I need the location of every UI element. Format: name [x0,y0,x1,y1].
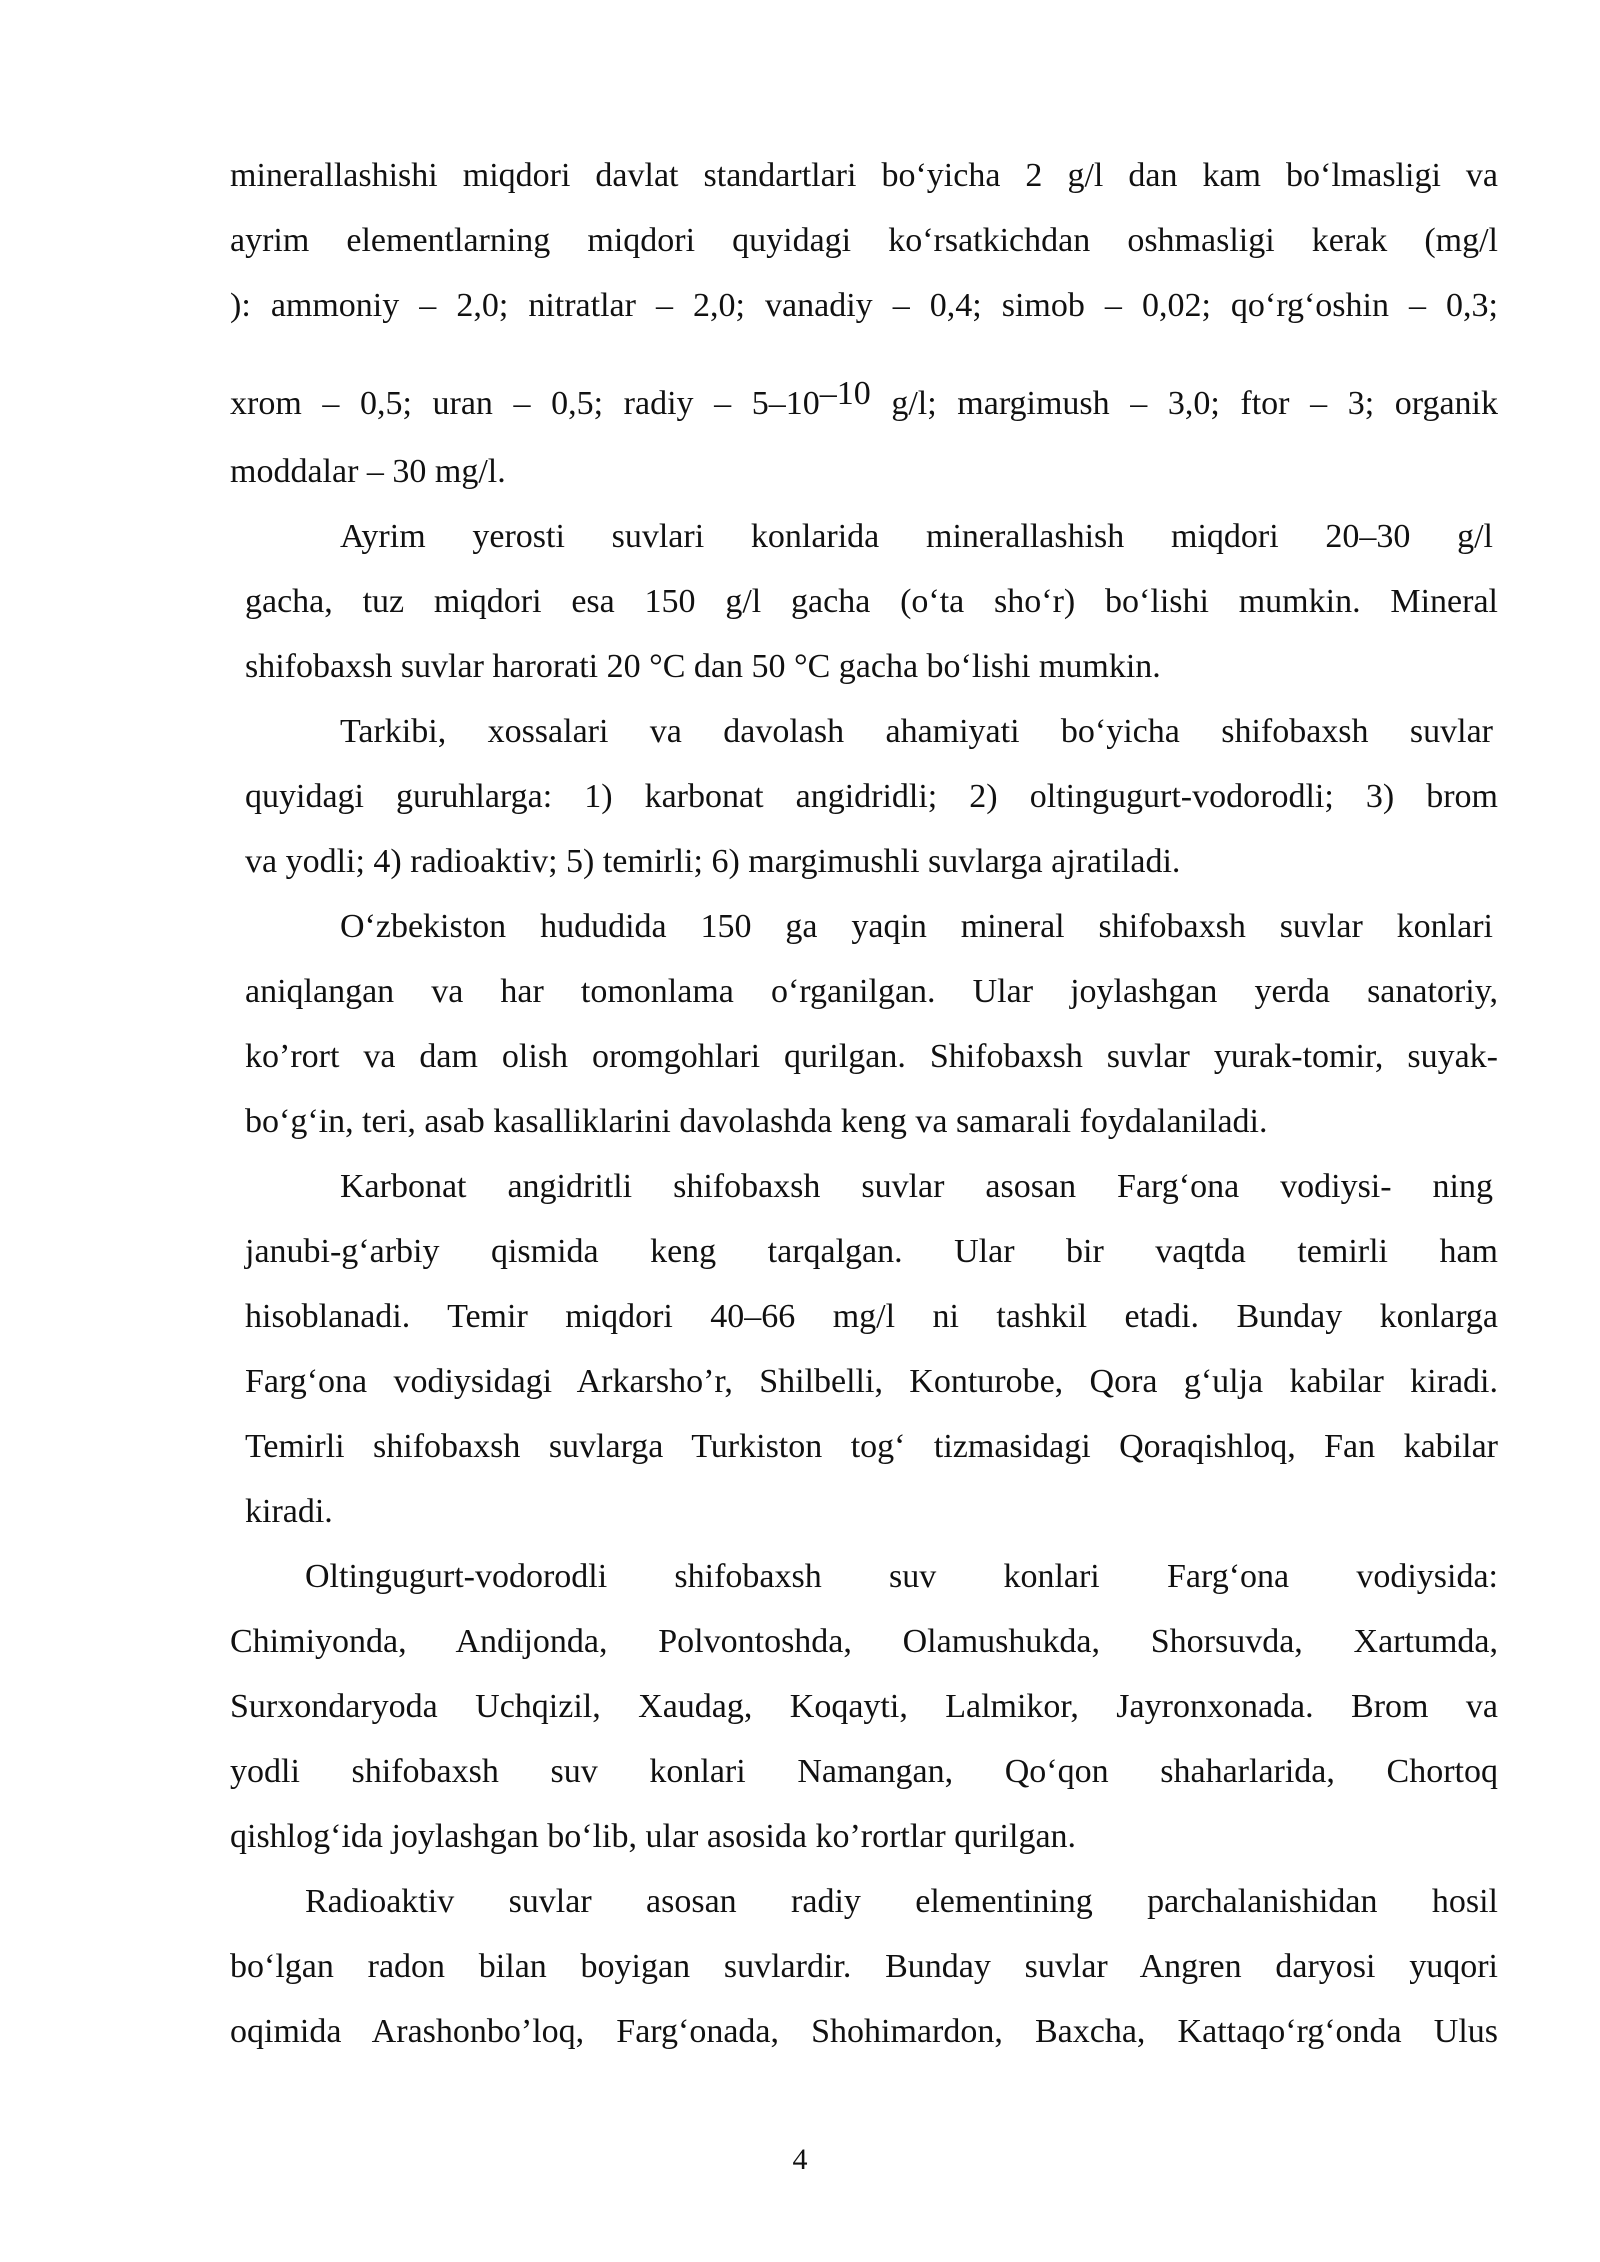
page-number: 4 [792,2143,808,2176]
text-line: kiradi. [245,1493,333,1530]
text-segment: xrom – 0,5; uran – 0,5; radiy – 5–10 [230,385,820,422]
text-line: hisoblanadi. Temir miqdori 40–66 mg/l ni tashkil etadi. Bunday konlarga [245,1298,1498,1335]
text-line: gacha, tuz miqdori esa 150 g/l gacha (o‘ta sho‘r) bo‘lishi mumkin. Mineral [245,583,1498,620]
text-line: Chimiyonda, Andijonda, Polvontoshda, Olamushukda, Shorsuvda, Xartumda, [230,1623,1498,1660]
paragraph-first-line: O‘zbekiston hududida 150 ga yaqin mineral shifobaxsh suvlar konlari [340,908,1493,945]
text-line: bo‘lgan radon bilan boyigan suvlardir. Bunday suvlar Angren daryosi yuqori [230,1948,1498,1985]
paragraph-first-line: Karbonat angidritli shifobaxsh suvlar asosan Farg‘ona vodiysi- ning [340,1168,1493,1205]
text-line: Farg‘ona vodiysidagi Arkarsho’r, Shilbelli, Konturobe, Qora g‘ulja kabilar kiradi. [245,1363,1498,1400]
paragraph-first-line: Radioaktiv suvlar asosan radiy elementining parchalanishidan hosil [305,1883,1498,1920]
text-line-with-superscript [230,375,1498,426]
text-line: aniqlangan va har tomonlama o‘rganilgan. Ular joylashgan yerda sanatoriy, [245,973,1498,1010]
text-line: va yodli; 4) radioaktiv; 5) temirli; 6) margimushli suvlarga ajratiladi. [245,843,1181,880]
text-segment: g/l; margimush – 3,0; ftor – 3; organik [870,385,1498,422]
text-line: janubi-g‘arbiy qismida keng tarqalgan. Ular bir vaqtda temirli ham [245,1233,1498,1270]
paragraph-first-line: Tarkibi, xossalari va davolash ahamiyati bo‘yicha shifobaxsh suvlar [340,713,1493,750]
text-line: minerallashishi miqdori davlat standartlari bo‘yicha 2 g/l dan kam bo‘lmasligi va [230,157,1498,194]
text-line: ko’rort va dam olish oromgohlari qurilgan. Shifobaxsh suvlar yurak-tomir, suyak- [245,1038,1498,1075]
text-line: oqimida Arashonbo’loq, Farg‘onada, Shohimardon, Baxcha, Kattaqo‘rg‘onda Ulus [230,2013,1498,2050]
text-line: yodli shifobaxsh suv konlari Namangan, Qo‘qon shaharlarida, Chortoq [230,1753,1498,1790]
paragraph-first-line: Ayrim yerosti suvlari konlarida minerallashish miqdori 20–30 g/l [340,518,1493,555]
text-line: qishlog‘ida joylashgan bo‘lib, ular asosida ko’rortlar qurilgan. [230,1818,1077,1855]
superscript-exponent: –10 [819,375,871,412]
text-line: moddalar – 30 mg/l. [230,453,506,490]
text-line: bo‘g‘in, teri, asab kasalliklarini davolashda keng va samarali foydalaniladi. [245,1103,1268,1140]
text-line: shifobaxsh suvlar harorati 20 °C dan 50 °C gacha bo‘lishi mumkin. [245,648,1161,685]
text-line: ): ammoniy – 2,0; nitratlar – 2,0; vanadiy – 0,4; simob – 0,02; qo‘rg‘oshin – 0,3; [230,287,1498,324]
text-line: quyidagi guruhlarga: 1) karbonat angidridli; 2) oltingugurt-vodorodli; 3) brom [245,778,1498,815]
paragraph-first-line: Oltingugurt-vodorodli shifobaxsh suv konlari Farg‘ona vodiysida: [305,1558,1498,1595]
text-line: ayrim elementlarning miqdori quyidagi ko‘rsatkichdan oshmasligi kerak (mg/l [230,222,1498,259]
text-line: Temirli shifobaxsh suvlarga Turkiston tog‘ tizmasidagi Qoraqishloq, Fan kabilar [245,1428,1498,1465]
text-line: Surxondaryoda Uchqizil, Xaudag, Koqayti, Lalmikor, Jayronxonada. Brom va [230,1688,1498,1725]
